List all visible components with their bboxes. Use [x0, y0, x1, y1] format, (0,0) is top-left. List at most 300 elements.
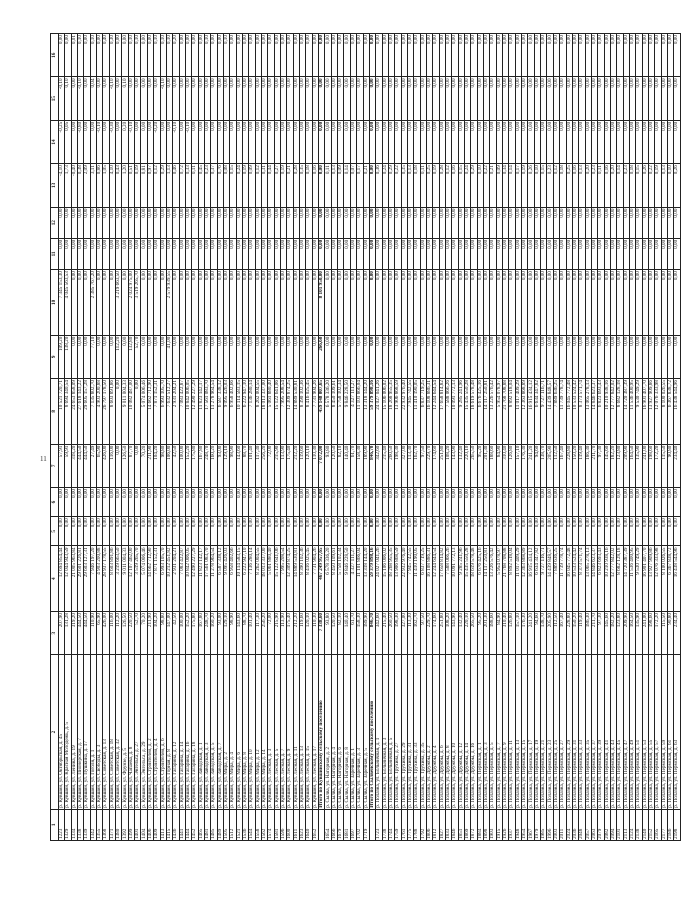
table-cell: 0,00	[242, 77, 248, 120]
table-cell: р. Сылва, ул. Заречная, д. 3	[357, 655, 363, 809]
table-cell: 132,80	[128, 335, 134, 378]
table-cell: 11 410 190,05	[414, 546, 420, 612]
table-cell: 0,00	[331, 238, 337, 269]
table-cell: 1481	[204, 809, 210, 840]
table-cell: 0,00	[331, 270, 337, 336]
table-cell: 0,00	[147, 270, 153, 336]
table-cell: 0,00	[610, 120, 616, 163]
table-cell: 0,29	[388, 164, 394, 207]
table-cell: р. Кувшин, ул. Гагарина, д. 16	[185, 655, 191, 809]
table-cell: 0,00	[166, 517, 172, 546]
table-cell: 0,00	[192, 207, 198, 238]
table-cell: 0,00	[395, 238, 401, 269]
table-cell: 0,00	[496, 34, 502, 77]
table-cell: р. Кувшин, ул. Строителей, д. 6	[160, 655, 166, 809]
table-cell: 0,00	[363, 238, 369, 269]
table-cell: 6 676 425,16	[477, 546, 483, 612]
table-cell: 10 521 720,71	[59, 379, 65, 445]
table-cell: 0,00	[185, 77, 191, 120]
table-cell: 0,00	[629, 487, 635, 516]
table-cell: 0,00	[426, 335, 432, 378]
table-cell: 0,00	[553, 238, 559, 269]
table-cell: 2003	[553, 809, 559, 840]
table-cell: р. Сылва, ул. Нагорная, д. 4	[331, 655, 337, 809]
table-cell: 0,00	[135, 120, 141, 163]
table-cell: 109,20	[59, 335, 65, 378]
table-cell: 7 345 153,30	[59, 270, 65, 336]
table-cell: 0,00	[192, 270, 198, 336]
table-cell: 0,00	[490, 77, 496, 120]
table-cell: 84,90	[496, 612, 502, 655]
table-cell: 220,10	[465, 444, 471, 487]
table-cell: 0,00	[122, 487, 128, 516]
table-cell: 0,00	[71, 77, 77, 120]
table-cell: 0,00	[97, 34, 103, 77]
table-cell: 0,00	[668, 335, 674, 378]
table-cell: 12 044 943,59	[65, 546, 71, 612]
table-cell: 1723	[376, 809, 382, 840]
table-cell: 0,00	[338, 270, 344, 336]
table-cell: 2063	[591, 809, 597, 840]
table-cell: 0,00	[103, 270, 109, 336]
table-cell: 209,90	[623, 612, 629, 655]
table-cell: 0,07	[350, 164, 356, 207]
table-cell: 119,60	[300, 444, 306, 487]
table-cell: 0,00	[439, 335, 445, 378]
table-cell: 11 739 778,74	[560, 546, 566, 612]
table-cell: 228,80	[566, 444, 572, 487]
table-cell: 0,00	[211, 270, 217, 336]
table-cell: 0,00	[274, 335, 280, 378]
table-cell: 0,00	[300, 517, 306, 546]
table-cell: 0,00	[116, 34, 122, 77]
table-cell: 2048	[579, 809, 585, 840]
table-cell: 0,00	[591, 270, 597, 336]
table-cell: р. Кувшин, ул. Заводская, д. 7	[217, 655, 223, 809]
table-cell: 0,00	[147, 238, 153, 269]
table-cell: 0,00	[661, 207, 667, 238]
table-cell: 0,00	[604, 238, 610, 269]
table-cell: 0,00	[154, 77, 160, 120]
table-cell: 113,90	[281, 444, 287, 487]
table-cell: 0,00	[376, 238, 382, 269]
table-cell: 0,00	[534, 517, 540, 546]
table-cell: 0,00	[255, 34, 261, 77]
table-cell: 129,10	[223, 444, 229, 487]
table-cell: 13 226 576,42	[490, 546, 496, 612]
table-cell: 0,00	[293, 517, 299, 546]
table-cell: 0,00	[420, 34, 426, 77]
table-cell: 0,00	[484, 270, 490, 336]
table-cell: 13 065 278,13	[585, 379, 591, 445]
table-cell: 0,00	[369, 335, 375, 378]
page-number: 11	[40, 455, 47, 463]
table-cell: 0,00	[629, 238, 635, 269]
table-cell: 143,90	[452, 612, 458, 655]
table-cell: 97,30	[598, 444, 604, 487]
table-cell: 112,20	[116, 335, 122, 378]
table-cell: 2036	[572, 809, 578, 840]
table-cell: 212,20	[293, 612, 299, 655]
table-cell: 10 842 006,05	[185, 546, 191, 612]
table-cell: 0,46	[173, 164, 179, 207]
table-cell: 0,00	[623, 335, 629, 378]
table-cell: 0,00	[262, 238, 268, 269]
table-cell: 1485	[211, 809, 217, 840]
table-cell: 0,00	[471, 517, 477, 546]
table-cell: 0,00	[445, 77, 451, 120]
table-cell: 0,00	[331, 120, 337, 163]
table-cell: 0,00	[363, 517, 369, 546]
table-cell: 0,00	[496, 120, 502, 163]
table-cell: 459 148 007,65	[319, 379, 325, 445]
table-cell: 0,00	[668, 34, 674, 77]
table-cell: 0,00	[141, 34, 147, 77]
table-cell: 18 268 955,35	[388, 379, 394, 445]
table-cell: 0,00	[522, 207, 528, 238]
table-cell: 0,00	[338, 34, 344, 77]
table-cell: 0,00	[515, 487, 521, 516]
table-cell: 0,00	[198, 487, 204, 516]
table-cell: 0,00	[255, 335, 261, 378]
table-cell: 0,00	[357, 487, 363, 516]
table-cell: р. Полазна, ул. Пермская, д. 41	[604, 655, 610, 809]
table-cell: 27 618 143,22	[78, 379, 84, 445]
table-cell: 0,10	[223, 34, 229, 77]
table-cell: 1926	[503, 809, 509, 840]
table-cell: 11 101 866,04	[357, 546, 363, 612]
table-cell: 0,00	[458, 487, 464, 516]
table-cell: р. Кувшин, ул. Октябрьская, д. 45	[59, 655, 65, 809]
table-cell: 205,90	[547, 444, 553, 487]
table-cell: 0,00	[211, 517, 217, 546]
table-cell: 186,30	[585, 612, 591, 655]
table-cell: 0,00	[553, 487, 559, 516]
table-cell: 0,35	[300, 164, 306, 207]
table-cell: 0,00	[496, 335, 502, 378]
table-cell: -0,10	[78, 77, 84, 120]
table-cell: 0,00	[642, 487, 648, 516]
table-cell: р. Полазна, ул. Пермская, д. 55	[648, 655, 654, 809]
table-cell: 0,00	[407, 238, 413, 269]
table-cell: 0,10	[78, 34, 84, 77]
table-cell: 0,26	[528, 164, 534, 207]
table-cell: 1505	[223, 809, 229, 840]
table-cell: 0,00	[388, 207, 394, 238]
table-cell: 145,60	[604, 612, 610, 655]
table-cell: 108,20	[445, 444, 451, 487]
table-cell: 13 927 909,86	[648, 546, 654, 612]
table-cell: р. Кувшин, ул. Лесная, д. 9	[287, 655, 293, 809]
table-cell: 0,00	[78, 487, 84, 516]
table-cell: 0,00	[312, 120, 318, 163]
table-cell: 12	[51, 207, 59, 238]
table-cell: 0,76	[217, 164, 223, 207]
table-cell: 14 662 712,90	[147, 546, 153, 612]
table-cell: 70,20	[141, 444, 147, 487]
table-cell: 0,00	[426, 120, 432, 163]
table-cell: 0,00	[382, 238, 388, 269]
table-cell: 0,00	[458, 335, 464, 378]
table-cell: 0,00	[179, 238, 185, 269]
table-cell: 0,00	[242, 517, 248, 546]
table-cell: 0,00	[357, 120, 363, 163]
table-cell: 2124	[629, 809, 635, 840]
table-cell: 0,00	[617, 270, 623, 336]
table-cell: 1409	[154, 809, 160, 840]
table-cell: 0,00	[103, 120, 109, 163]
table-cell: 0,00	[547, 207, 553, 238]
table-cell: 0,00	[541, 487, 547, 516]
table-cell: 0,00	[331, 77, 337, 120]
table-cell: 15 122 641,06	[274, 379, 280, 445]
table-cell: 0,18	[306, 164, 312, 207]
table-cell: р. Кувшин, ул. Красная Молодёжь, д. 5	[65, 655, 71, 809]
table-cell: 0,00	[458, 207, 464, 238]
table-cell: 0,00	[90, 207, 96, 238]
table-cell: 0,00	[325, 34, 331, 77]
table-cell: 0,00	[598, 270, 604, 336]
table-cell: 0,00	[553, 77, 559, 120]
table-cell: 0,00	[566, 34, 572, 77]
table-cell: 0,00	[401, 34, 407, 77]
table-cell: 0,00	[458, 517, 464, 546]
table-cell: 0,00	[623, 207, 629, 238]
table-cell: 0,00	[59, 487, 65, 516]
table-cell: 0,00	[211, 238, 217, 269]
table-cell: 0,00	[306, 517, 312, 546]
table-cell: 12 309 874,25	[287, 379, 293, 445]
table-cell: 21 768 708,88	[503, 379, 509, 445]
table-cell: 444,50	[78, 444, 84, 487]
table-cell: 7 083 422,87	[179, 379, 185, 445]
table-cell: р. Полазна, ул. Пермская, д. 43	[610, 655, 616, 809]
table-cell: 0,22	[484, 164, 490, 207]
table-cell: 0,00	[103, 517, 109, 546]
table-cell: 0,00	[401, 77, 407, 120]
table-cell: 0,00	[439, 120, 445, 163]
table-cell: 0,00	[274, 120, 280, 163]
table-cell: 0,00	[642, 238, 648, 269]
table-cell: 157,10	[515, 612, 521, 655]
table-cell: р. Кувшин, ул. Мира, д. 10	[249, 655, 255, 809]
table-cell: 211,70	[591, 444, 597, 487]
table-cell: 8 450 109,61	[331, 546, 337, 612]
table-cell: 0,00	[477, 517, 483, 546]
table-cell: 0,00	[477, 120, 483, 163]
table-cell: 0,00	[553, 34, 559, 77]
table-cell: 138,70	[541, 612, 547, 655]
table-cell: 248,70	[204, 444, 210, 487]
table-cell: 14	[51, 120, 59, 163]
table-cell: 426,00	[103, 444, 109, 487]
table-cell: 0,00	[668, 487, 674, 516]
table-cell: 1851	[458, 809, 464, 840]
table-cell: 0,00	[78, 238, 84, 269]
table-cell: 0,11	[192, 164, 198, 207]
table-cell: р. Полазна, ул. Пермская, д. 21	[541, 655, 547, 809]
table-cell: 0,00	[426, 77, 432, 120]
table-cell: 251,80	[439, 444, 445, 487]
table-cell: 0,00	[503, 270, 509, 336]
table-cell: 0,00	[344, 77, 350, 120]
table-cell: 147,00	[166, 612, 172, 655]
table-cell: 0,00	[674, 238, 680, 269]
table-cell: 7 731 904,26	[312, 546, 318, 612]
table-cell: 0,00	[655, 487, 661, 516]
table-cell: 0,00	[211, 335, 217, 378]
table-cell: р. Кувшин, ул. Строителей, д. 4	[154, 655, 160, 809]
table-cell: р. Сылва, ул. Заречная, д. 1	[350, 655, 356, 809]
table-cell: 0,11	[325, 164, 331, 207]
table-cell: 0,00	[458, 34, 464, 77]
table-cell: 0,00	[534, 34, 540, 77]
table-cell: 0,10	[160, 34, 166, 77]
table-cell: 0,00	[668, 517, 674, 546]
table-cell: 0,00	[636, 487, 642, 516]
table-cell: 0,00	[629, 77, 635, 120]
table-cell: 0,00	[173, 77, 179, 120]
table-cell: 0,00	[655, 120, 661, 163]
table-cell: р. Полазна, ул. Пермская, д. 25	[553, 655, 559, 809]
table-cell: 198,30	[395, 612, 401, 655]
table-cell: 229,70	[426, 444, 432, 487]
table-cell: р. Полазна, ул. Трухина, д. 35	[420, 655, 426, 809]
table-cell: 0,00	[198, 517, 204, 546]
table-cell: 0,00	[598, 335, 604, 378]
table-cell: 16 108 886,31	[426, 379, 432, 445]
table-cell: р. Кувшин, ул. Энгельса, д. 27	[135, 655, 141, 809]
table-cell: 94,60	[534, 612, 540, 655]
table-cell: 0,00	[103, 238, 109, 269]
table-cell: 0,00	[579, 335, 585, 378]
table-cell: 0,00	[515, 270, 521, 336]
table-cell: 5 758 102,34	[338, 379, 344, 445]
table-cell: 0,00	[420, 517, 426, 546]
table-cell: 0,00	[648, 77, 654, 120]
table-cell: 0,00	[642, 335, 648, 378]
table-cell: 0,00	[433, 77, 439, 120]
table-cell: 119,60	[300, 612, 306, 655]
table-cell: 2,09	[84, 164, 90, 207]
table-cell: 1489	[217, 809, 223, 840]
table-cell: 1954	[522, 809, 528, 840]
table-cell: р. Полазна, ул. Пермская, д. 51	[636, 655, 642, 809]
table-cell: 0,00	[674, 517, 680, 546]
table-cell: 0,00	[255, 77, 261, 120]
table-cell: р. Полазна, ул. Дружбы, д. 10	[452, 655, 458, 809]
table-cell: 6 823 693,43	[598, 379, 604, 445]
table-cell: 0,00	[509, 120, 515, 163]
table-cell: 0,00	[147, 34, 153, 77]
table-cell: р. Полазна, ул. Пермская, д. 5	[490, 655, 496, 809]
table-cell: 201,30	[484, 612, 490, 655]
table-cell: 0,00	[420, 207, 426, 238]
table-cell: 7 945 742,55	[407, 546, 413, 612]
table-cell: 0,00	[401, 517, 407, 546]
table-cell: 0,00	[534, 270, 540, 336]
table-cell: 0,00	[293, 77, 299, 120]
table-cell: 0,00	[173, 517, 179, 546]
table-cell: 12 107 462,00	[128, 546, 134, 612]
table-cell: 0,00	[97, 77, 103, 120]
table-cell: 0,09	[496, 164, 502, 207]
table-cell: 0,00	[325, 517, 331, 546]
table-cell: 0,00	[579, 238, 585, 269]
table-cell: р. Кувшин, ул. Заводская, д. 5	[211, 655, 217, 809]
table-cell: 0,00	[262, 270, 268, 336]
table-cell: 0,00	[382, 207, 388, 238]
table-cell: 8 892 518,04	[509, 546, 515, 612]
table-cell: 2 931 204,21	[173, 379, 179, 445]
table-cell: 0,00	[465, 34, 471, 77]
table-cell: 0,00	[59, 34, 65, 77]
table-cell: 0,00	[414, 34, 420, 77]
table-cell: 0,16	[572, 164, 578, 207]
table-cell: 0,00	[465, 270, 471, 336]
table-cell: 1596	[281, 809, 287, 840]
table-cell: 0,00	[128, 238, 134, 269]
table-cell: 220,10	[465, 612, 471, 655]
table-cell: 10 533 524,42	[572, 379, 578, 445]
table-cell: 10 114 583,15	[236, 546, 242, 612]
table-cell: 0,00	[484, 34, 490, 77]
table-cell: 0,00	[541, 207, 547, 238]
table-cell: 0,00	[496, 238, 502, 269]
table-cell: 0,00	[300, 207, 306, 238]
table-cell: 0,00	[369, 207, 375, 238]
table-cell: 1996	[547, 809, 553, 840]
table-cell: р. Кувшин, ул. Заводская, д. 3	[204, 655, 210, 809]
table-cell: р. Полазна, ул. Трухина, д. 33	[414, 655, 420, 809]
table-cell: 0,00	[534, 77, 540, 120]
table-cell: 0,18	[560, 164, 566, 207]
table-cell: 1985	[541, 809, 547, 840]
table-cell: 0,00	[465, 517, 471, 546]
table-cell: 229,70	[426, 612, 432, 655]
table-cell: 119,40	[579, 444, 585, 487]
table-cell: 0,00	[116, 120, 122, 163]
table-cell: 182,20	[610, 444, 616, 487]
table-cell: 0,00	[661, 335, 667, 378]
table-cell: 0,00	[300, 77, 306, 120]
table-cell: 0,00	[274, 34, 280, 77]
table-cell: 0,00	[382, 487, 388, 516]
table-cell: 0,00	[585, 238, 591, 269]
table-cell: 0,00	[433, 34, 439, 77]
table-cell: р. Полазна, ул. Больничная, д. 3	[382, 655, 388, 809]
table-cell: 0,00	[281, 517, 287, 546]
table-cell: 0,00	[116, 379, 122, 445]
table-cell: 0,00	[477, 77, 483, 120]
table-cell: 135,90	[636, 612, 642, 655]
table-cell: 6 587 338,12	[217, 546, 223, 612]
table-cell: 0,00	[236, 34, 242, 77]
table-cell: 0,00	[319, 164, 325, 207]
table-cell: 1574	[268, 809, 274, 840]
table-cell: 327,00	[401, 612, 407, 655]
table-cell: 24 027 041,26	[376, 546, 382, 612]
table-cell: 9 285 241,96	[458, 379, 464, 445]
table-cell: 0,00	[623, 77, 629, 120]
table-cell: 12 363 868,89	[522, 546, 528, 612]
table-cell: 0,51	[128, 164, 134, 207]
table-cell: 0,00	[147, 120, 153, 163]
table-cell: 0,22	[648, 164, 654, 207]
table-cell: 0,00	[268, 487, 274, 516]
table-cell: 260,50	[388, 444, 394, 487]
table-cell: 57,91	[59, 444, 65, 487]
